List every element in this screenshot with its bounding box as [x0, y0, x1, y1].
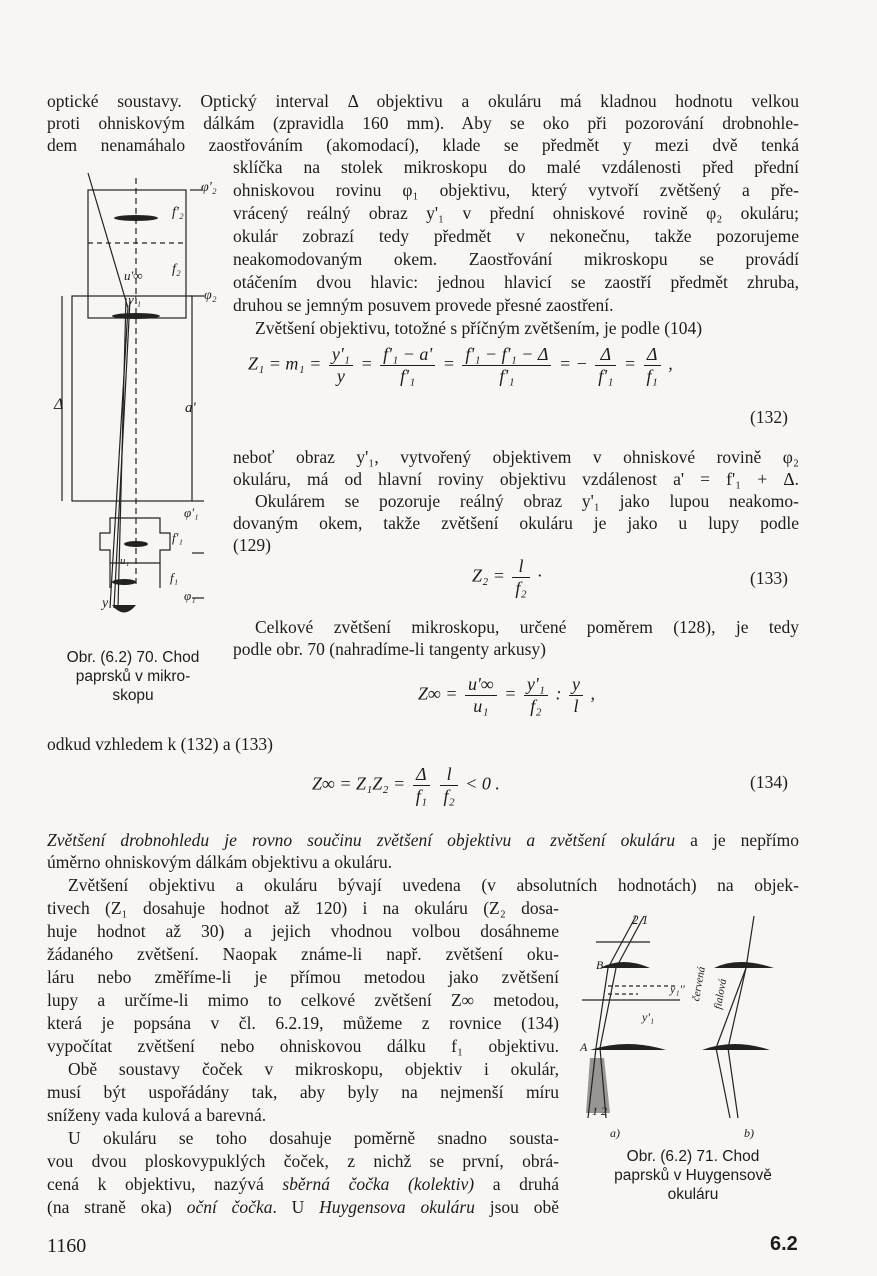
eq-lhs: Z∞ = Z₁Z₂ = — [312, 773, 406, 794]
text-line: optické soustavy. Optický interval Δ objektivu a okuláru má kladnou hodnotu velkou — [47, 91, 799, 111]
text-line: sníženy vada kulová a barevná. — [47, 1105, 267, 1125]
frac-den: f'₁ — [499, 366, 515, 386]
text-line: lupy a určíme-li mimo to celkové zvětšení Z∞ metodou, — [47, 990, 559, 1010]
italic-text: Zvětšení drobnohledu je rovno součinu zvětšení objektivu a zvětšení okuláru — [47, 830, 676, 850]
fig71-label: b) — [744, 1126, 754, 1140]
equation-132: Z₁ = m₁ = $\frac{\text{y'₁}}{y}$ = $\frac{\text{f'₁ − a'}}{\text{f'₁}}$ = $\frac{\text{f'₁ − f'₁ − Δ}}{\text{f'₁}}$ = − $\frac{\Delta}{\text{f'₁}}$ = $\frac{\Delta}{\text{f₁}}$ , — [248, 344, 673, 386]
text-line: tivech (Z₁ dosahuje hodnot až 120) i na okuláru (Z₂ dosa- — [47, 898, 559, 918]
equation-z-inf: Z∞ = $\frac{u'\infty}{\text{u₁}}$ = $\frac{\text{y'₁}}{\text{f₂}}$ : $\frac{y}{l}$ , — [418, 674, 595, 716]
text-line: proti ohniskovým dálkám (zpravidla 160 mm). Aby se oko při pozorování drobnohle- — [47, 113, 799, 133]
eq-lhs: Z∞ = — [418, 683, 458, 704]
huygens-eyepiece-diagram — [578, 908, 798, 1128]
text-line: úměrno ohniskovým dálkám objektivu a okuláru. — [47, 852, 393, 872]
caption-line: paprsků v mikro- — [75, 668, 191, 685]
text-line: odkud vzhledem k (132) a (133) — [47, 734, 273, 754]
lens-icon — [112, 579, 136, 585]
lens-icon — [114, 215, 158, 221]
text-line: vou dvou ploskovypuklých čoček, z nichž se první, obrá- — [47, 1151, 559, 1171]
fraction — [512, 556, 529, 599]
lens-icon — [124, 541, 148, 547]
fig70-label: φ₂ — [204, 288, 217, 303]
text: . U — [272, 1197, 320, 1217]
frac-num: y'₁ — [524, 674, 548, 696]
text-line: žádaného zvětšení. Naopak známe-li např. zvětšení oku- — [47, 944, 559, 964]
text-line: která je popsána v čl. 6.2.19, můžeme z rovnice (134) — [47, 1013, 559, 1033]
fraction — [440, 764, 457, 807]
fig70-label: φ'₁ — [184, 505, 199, 520]
text-line: Zvětšení objektivu a okuláru bývají uvedena (v absolutních hodnotách) na objek- — [68, 875, 799, 895]
text-line: dem nenamáhalo zaostřováním (akomodací), klade se předmět y mezi dvě tenká — [47, 135, 799, 155]
frac-num: Δ — [644, 344, 661, 366]
frac-num: l — [512, 556, 529, 578]
eq-op: = − — [558, 353, 588, 374]
equation-134 — [312, 764, 500, 807]
frac-den: f'₁ — [400, 366, 416, 386]
frac-den: f'₁ — [598, 366, 614, 386]
lens-icon — [702, 1044, 770, 1050]
text: a druhá — [474, 1174, 559, 1194]
text-line: podle obr. 70 (nahradíme-li tangenty arkusy) — [233, 639, 546, 659]
main-tube — [72, 296, 192, 501]
text-line: láru nebo změříme-li je přímou metodou jako zvětšení — [47, 967, 559, 987]
frac-den: f₂ — [530, 696, 542, 716]
italic-text: sběrná čočka (kolektiv) — [282, 1174, 475, 1194]
page-number: 1160 — [47, 1235, 87, 1257]
frac-num: y — [569, 674, 583, 696]
text-line: musí být uspořádány tak, aby byly na nejmenší míru — [47, 1082, 559, 1102]
text-line: neboť obraz y'₁, vytvořený objektivem v ohniskové rovině φ₂ — [233, 447, 799, 467]
equation-number: (134) — [750, 772, 788, 792]
fig71-label: fialová — [712, 977, 730, 1011]
text-line: Okulárem se pozoruje reálný obraz y'₁ jako lupou neakomo- — [255, 491, 799, 511]
caption-line: Obr. (6.2) 71. Chod — [626, 1148, 760, 1165]
fig70-label: f₁ — [170, 570, 179, 585]
caption-line: skopu — [112, 687, 154, 704]
fig71-label: 1 2 — [592, 1104, 607, 1118]
frac-den: u₁ — [473, 696, 489, 716]
frac-num: y'₁ — [329, 344, 353, 366]
fig70-label: u'∞ — [124, 268, 143, 283]
text-line — [47, 1197, 559, 1218]
fig71-label: y₁'' — [670, 982, 685, 996]
text-line: dovaným okem, takže zvětšení okuláru je jako u lupy podle — [233, 513, 799, 533]
text: jsou obě — [474, 1197, 559, 1217]
text-line: vypočítat zvětšení nebo ohniskovou dálku f₁ objektivu. — [47, 1036, 559, 1056]
fig70-label: f'₁ — [172, 530, 183, 545]
frac-den: f₂ — [443, 786, 455, 806]
eq-op: : — [555, 683, 562, 704]
fig70-label: y — [102, 596, 109, 611]
figure-caption — [578, 1147, 808, 1204]
caption-line: okuláru — [667, 1186, 719, 1203]
equation-number: (133) — [750, 568, 788, 588]
text-line — [47, 830, 799, 851]
frac-den: l — [573, 696, 579, 716]
fig71-label: y'₁ — [642, 1010, 655, 1024]
eq-lhs: Z₁ = m₁ = — [248, 353, 322, 374]
text-line: okulár zobrazí tedy předmět v nekonečnu, takže pozorujeme — [233, 226, 799, 246]
fraction — [569, 674, 583, 717]
fig70-label: φ'₂ — [201, 180, 217, 195]
text-line: okuláru, má od hlavní roviny objektivu vzdálenost a' = f'₁ + Δ. — [233, 469, 799, 489]
figure-caption — [48, 648, 218, 705]
frac-num: u'∞ — [465, 674, 497, 696]
fraction — [524, 674, 548, 717]
caption-line: paprsků v Huygensově — [614, 1167, 772, 1184]
lens-icon — [600, 962, 650, 968]
fig70-label: u₁ — [120, 555, 130, 567]
fig71-label: 2 1 — [632, 912, 649, 927]
text-line — [47, 1174, 559, 1195]
text-line: Zvětšení objektivu, totožné s příčným zvětšením, je podle (104) — [255, 318, 703, 338]
eq-op: · — [537, 565, 542, 586]
eq-op: , — [590, 683, 595, 704]
fig70-label: f₂ — [172, 262, 181, 277]
fraction — [462, 344, 551, 387]
fig71-label: červená — [690, 965, 708, 1003]
lens-icon — [112, 313, 160, 319]
frac-num: Δ — [413, 764, 430, 786]
text-line: otáčením dvou hlavic: jednou hlavicí se zaostří předmět zhruba, — [233, 272, 799, 292]
frac-den: f₁ — [415, 786, 427, 806]
section-number: 6.2 — [770, 1233, 798, 1255]
text-line: Celkové zvětšení mikroskopu, určené poměrem (128), je tedy — [255, 617, 799, 637]
microscope-diagram — [48, 168, 228, 638]
fraction — [329, 344, 353, 387]
fig71-label: B — [596, 958, 604, 972]
text: (na straně oka) — [47, 1197, 187, 1217]
fraction — [465, 674, 497, 717]
equation-133 — [472, 556, 542, 599]
fig70-label: φ₁ — [184, 588, 196, 603]
text-line: sklíčka na stolek mikroskopu do malé vzdálenosti před přední — [233, 157, 799, 177]
frac-num: f'₁ − a' — [380, 344, 435, 366]
caption-line: Obr. (6.2) 70. Chod — [66, 649, 200, 666]
text-line: neakomodovaným okem. Zaostřování mikroskopu se provádí — [233, 249, 799, 269]
fraction — [644, 344, 661, 387]
lens-icon — [590, 1044, 666, 1050]
eq-op: < 0 . — [465, 773, 500, 794]
fraction — [380, 344, 435, 387]
text: cená k objektivu, nazývá — [47, 1174, 283, 1194]
frac-num: f'₁ − f'₁ − Δ — [462, 344, 551, 366]
frac-den: f₂ — [515, 578, 527, 598]
fraction — [595, 344, 616, 387]
fig71-label: A — [580, 1040, 588, 1054]
frac-den: y — [336, 366, 345, 386]
frac-num: l — [440, 764, 457, 786]
eye-icon — [112, 605, 136, 613]
equation-number: (132) — [750, 407, 788, 427]
lens-icon — [714, 962, 774, 968]
text-line: druhou se jemným posuvem provede přesné zaostření. — [233, 295, 614, 315]
italic-text: oční čočka — [186, 1197, 273, 1217]
text-line: vrácený reálný obraz y'₁ v přední ohniskové rovině φ₂ okuláru; — [233, 203, 799, 223]
text-line: huje hodnot až 30) a jejich vhodnou volbou dosáhneme — [47, 921, 559, 941]
text-line: Obě soustavy čoček v mikroskopu, objektiv i okulár, — [68, 1059, 559, 1079]
fig70-label: a' — [185, 400, 196, 416]
fig71-label: a) — [610, 1126, 620, 1140]
text-line: ohniskovou rovinu φ₁ objektivu, který vytvoří zvětšený a pře- — [233, 180, 799, 200]
italic-text: Huygensova okuláru — [319, 1197, 475, 1217]
frac-num: Δ — [595, 344, 616, 366]
frac-den: f₁ — [646, 366, 658, 386]
fig70-label: f'₂ — [172, 205, 184, 220]
text-line: U okuláru se toho dosahuje poměrně snadno sousta- — [68, 1128, 559, 1148]
fig70-label: Δ — [54, 396, 64, 413]
text: a je nepřímo — [675, 830, 799, 850]
fraction — [413, 764, 430, 807]
fig70-label: y'₁ — [128, 292, 142, 307]
eq-lhs: Z₂ = — [472, 565, 505, 586]
text-line: (129) — [233, 535, 271, 555]
